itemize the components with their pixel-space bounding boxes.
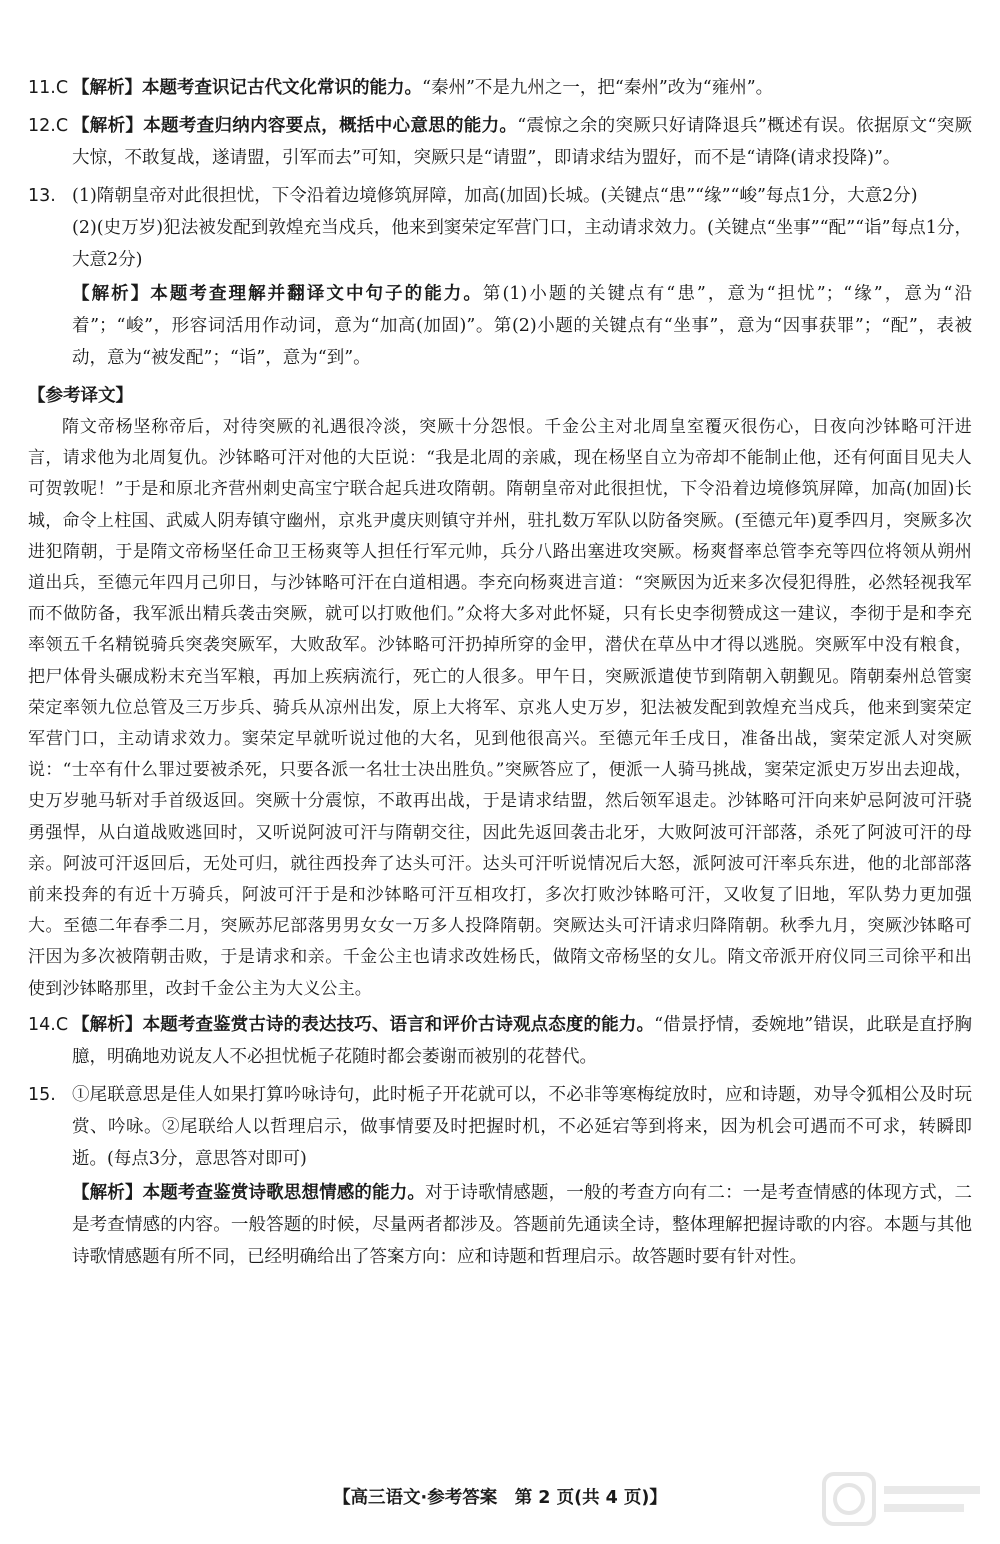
answer-15-part-1: ①尾联意思是佳人如果打算吟咏诗句，此时栀子开花就可以，不必非等寒梅绽放时，应和诗题，劝导令狐相公及时玩赏、吟咏。②尾联给人以哲理启示，做事情要及时把握时机，不必延宕等到将来，因为机会可遇而不可求，转瞬即逝。(每点3分，意思答对即可): [72, 1084, 972, 1169]
analysis-text: 对于诗歌情感题，一般的考查方向有二：一是考查情感的体现方式，二是考查情感的内容。一般答题的时候，尽量两者都涉及。答题前先通读全诗，整体理解把握诗歌的内容。本题与其他诗歌情感题有所不同，已经明确给出了答案方向：应和诗题和哲理启示。故答题时要有针对性。: [72, 1182, 973, 1267]
reference-translation-heading: 【参考译文】: [28, 386, 133, 406]
answer-15: [28, 1079, 972, 1273]
analysis-text: “震惊之余的突厥只好请降退兵”概述有误。依据原文“突厥大惊，不敢复战，遂请盟，引军而去”可知，突厥只是“请盟”，即请求结为盟好，而不是“请降(请求投降)”。: [72, 116, 973, 168]
analysis-lead: 本题考查鉴赏古诗的表达技巧、语言和评价古诗观点态度的能力。: [142, 1014, 655, 1035]
analysis-tag: 【解析】: [72, 1014, 143, 1035]
answer-14: [28, 1009, 972, 1073]
watermark-logo-icon: [820, 1468, 990, 1538]
reference-translation-text: 隋文帝杨坚称帝后，对待突厥的礼遇很冷淡，突厥十分怨恨。千金公主对北周皇室覆灭很伤心，日夜向沙钵略可汗进言，请求他为北周复仇。沙钵略可汗对他的大臣说：“我是北周的亲戚，现在杨坚自立为帝却不能制止他，还有何面目见夫人可贺敦呢！”于是和原北齐营州刺史高宝宁联合起兵进攻隋朝。隋朝皇帝对此很担忧，下令沿着边境修筑屏障，加高(加固)长城，命令上柱国、武威人阴寿镇守幽州，京兆尹虞庆则镇守并州，驻扎数万军队以防备突厥。(至德元年)夏季四月，突厥多次进犯隋朝，于是隋文帝杨坚任命卫王杨爽等人担任行军元帅，兵分八路出塞进攻突厥。杨爽督率总管李充等四位将领从朔州道出兵，至德元年四月己卯日，与沙钵略可汗在白道相遇。李充向杨爽进言道：“突厥因为近来多次侵犯得胜，必然轻视我军而不做防备，我军派出精兵袭击突厥，就可以打败他们。”众将大多对此怀疑，只有长史李彻赞成这一建议，李彻于是和李充率领五千名精锐骑兵突袭突厥军，大败敌军。沙钵略可汗扔掉所穿的金甲，潜伏在草丛中才得以逃脱。突厥军中没有粮食，把尸体骨头碾成粉末充当军粮，再加上疾病流行，死亡的人很多。甲午日，突厥派遣使节到隋朝入朝觐见。隋朝秦州总管窦荣定率领九位总管及三万步兵、骑兵从凉州出发，原上大将军、京兆人史万岁，犯法被发配到敦煌充当戍兵，他来到窦荣定军营门口，主动请求效力。窦荣定早就听说过他的大名，见到他很高兴。至德元年壬戌日，准备出战，窦荣定派人对突厥说：“士卒有什么罪过要被杀死，只要各派一名壮士决出胜负。”突厥答应了，便派一人骑马挑战，窦荣定派史万岁出去迎战，史万岁驰马斩对手首级返回。突厥十分震惊，不敢再出战，于是请求结盟，然后领军退走。沙钵略可汗向来妒忌阿波可汗骁勇强悍，从白道战败逃回时，又听说阿波可汗与隋朝交往，因此先返回袭击北牙，大败阿波可汗部落，杀死了阿波可汗的母亲。阿波可汗返回后，无处可归，就往西投奔了达头可汗。达头可汗听说情况后大怒，派阿波可汗率兵东进，他的北部部落前来投奔的有近十万骑兵，阿波可汗于是和沙钵略可汗互相攻打，多次打败沙钵略可汗，又收复了旧地，军队势力更加强大。至德二年春季二月，突厥苏尼部落男男女女一万多人投降隋朝。突厥达头可汗请求归降隋朝。秋季九月，突厥沙钵略可汗因为多次被隋朝击败，于是请求和亲。千金公主也请求改姓杨氏，做隋文帝杨坚的女儿。隋文帝派开府仪同三司徐平和出使到沙钵略那里，改封千金公主为大义公主。: [28, 417, 972, 999]
analysis-tag: 【解析】: [72, 78, 142, 98]
answer-12: [28, 110, 972, 174]
question-number: 12.C: [28, 116, 69, 136]
analysis-lead: 本题考查识记古代文化常识的能力。: [142, 78, 422, 98]
answer-11: [28, 72, 972, 104]
analysis-tag: 【解析】: [72, 116, 144, 136]
analysis-lead: 本题考查归纳内容要点，概括中心意思的能力。: [143, 116, 518, 136]
analysis-text: 第(1)小题的关键点有“患”，意为“担忧”；“缘”，意为“沿着”；“峻”，形容词活用作动词，意为“加高(加固)”。第(2)小题的关键点有“坐事”，意为“因事获罪”；“配”，表被动，意为“被发配”；“诣”，意为“到”。: [72, 284, 973, 368]
analysis-lead: 本题考查理解并翻译文中句子的能力。: [150, 284, 483, 304]
question-number: 13.: [28, 186, 56, 206]
page-footer: 【高三语文·参考答案 第 2 页(共 4 页)】: [333, 1488, 667, 1508]
analysis-tag: 【解析】: [72, 1182, 143, 1203]
question-number: 14.C: [28, 1014, 69, 1035]
answer-13-part-2: (2)(史万岁)犯法被发配到敦煌充当戍兵，他来到窦荣定军营门口，主动请求效力。(关键点“坐事”“配”“诣”每点1分，大意2分): [72, 218, 972, 270]
question-number: 15.: [28, 1084, 56, 1105]
analysis-text: “借景抒情，委婉地”错误，此联是直抒胸臆，明确地劝说友人不必担忧栀子花随时都会萎谢而被别的花替代。: [72, 1014, 972, 1067]
analysis-lead: 本题考查鉴赏诗歌思想情感的能力。: [142, 1182, 426, 1203]
question-number: 11.C: [28, 78, 69, 98]
analysis-tag: 【解析】: [72, 284, 151, 304]
analysis-text: “秦州”不是九州之一，把“秦州”改为“雍州”。: [422, 78, 774, 98]
answer-13: [28, 180, 972, 374]
answer-13-part-1: (1)隋朝皇帝对此很担忧，下令沿着边境修筑屏障，加高(加固)长城。(关键点“患”“缘”“峻”每点1分，大意2分): [72, 186, 918, 206]
